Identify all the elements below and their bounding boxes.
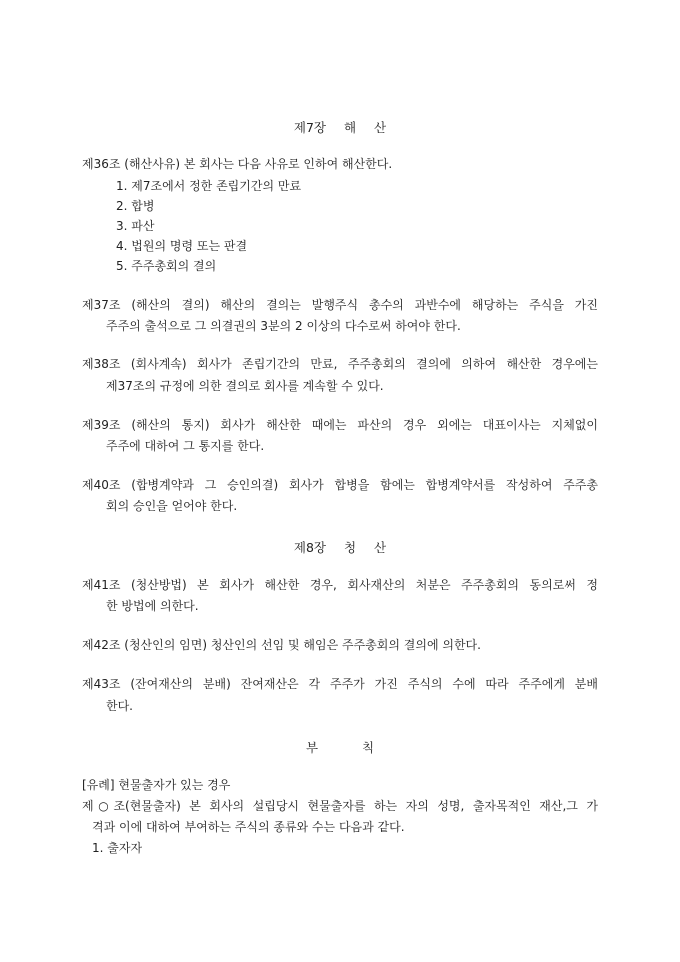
article-36-item-2: 2. 합병 (116, 199, 155, 213)
article-40-line-2: 회의 승인을 얻어야 한다. (106, 499, 238, 513)
article-43-line-2: 한다. (106, 699, 133, 713)
appendix-title: 부 칙 (305, 740, 375, 755)
article-38-line-1: 제38조 (회사계속) 회사가 존립기간의 만료, 주주총회의 결의에 의하여 해산한 경우에는 (82, 357, 598, 371)
article-36-item-1: 1. 제7조에서 정한 존립기간의 만료 (116, 179, 302, 193)
example-article-line-2: 격과 이에 대하여 부여하는 주식의 종류와 수는 다음과 같다. (92, 820, 405, 834)
article-36-item-4: 4. 법원의 명령 또는 판결 (116, 239, 248, 253)
chapter-8-title: 제8장 청 산 (293, 540, 387, 555)
example-article-line-1: 제○조(현물출자) 본 회사의 설립당시 현물출자를 하는 자의 성명, 출자목적인 재산,그 가 (82, 799, 598, 813)
example-item-1: 1. 출자자 (92, 841, 143, 855)
article-42: 제42조 (청산인의 임면) 청산인의 선임 및 해임은 주주총회의 결의에 의한다. (82, 638, 481, 652)
article-41-line-2: 한 방법에 의한다. (106, 599, 199, 613)
article-37-line-1: 제37조 (해산의 결의) 해산의 결의는 발행주식 총수의 과반수에 해당하는 주식을 가진 (82, 298, 598, 312)
article-38-line-2: 제37조의 규정에 의한 결의로 회사를 계속할 수 있다. (106, 379, 384, 393)
article-39-line-2: 주주에 대하여 그 통지를 한다. (106, 439, 265, 453)
example-heading: [유례] 현물출자가 있는 경우 (82, 778, 231, 792)
article-39-line-1: 제39조 (해산의 통지) 회사가 해산한 때에는 파산의 경우 외에는 대표이사는 지체없이 (82, 418, 598, 432)
article-40-line-1: 제40조 (합병계약과 그 승인의결) 회사가 합병을 함에는 합병계약서를 작성하여 주주총 (82, 478, 598, 492)
chapter-7-title: 제7장 해 산 (293, 120, 387, 135)
article-36-item-5: 5. 주주총회의 결의 (116, 259, 217, 273)
article-36: 제36조 (해산사유) 본 회사는 다음 사유로 인하여 해산한다. (82, 157, 393, 171)
article-43-line-1: 제43조 (잔여재산의 분배) 잔여재산은 각 주주가 가진 주식의 수에 따라 주주에게 분배 (82, 677, 598, 691)
article-36-item-3: 3. 파산 (116, 219, 155, 233)
article-41-line-1: 제41조 (청산방법) 본 회사가 해산한 경우, 회사재산의 처분은 주주총회의 동의로써 정 (82, 578, 598, 592)
article-37-line-2: 주주의 출석으로 그 의결권의 3분의 2 이상의 다수로써 하여야 한다. (106, 319, 461, 333)
